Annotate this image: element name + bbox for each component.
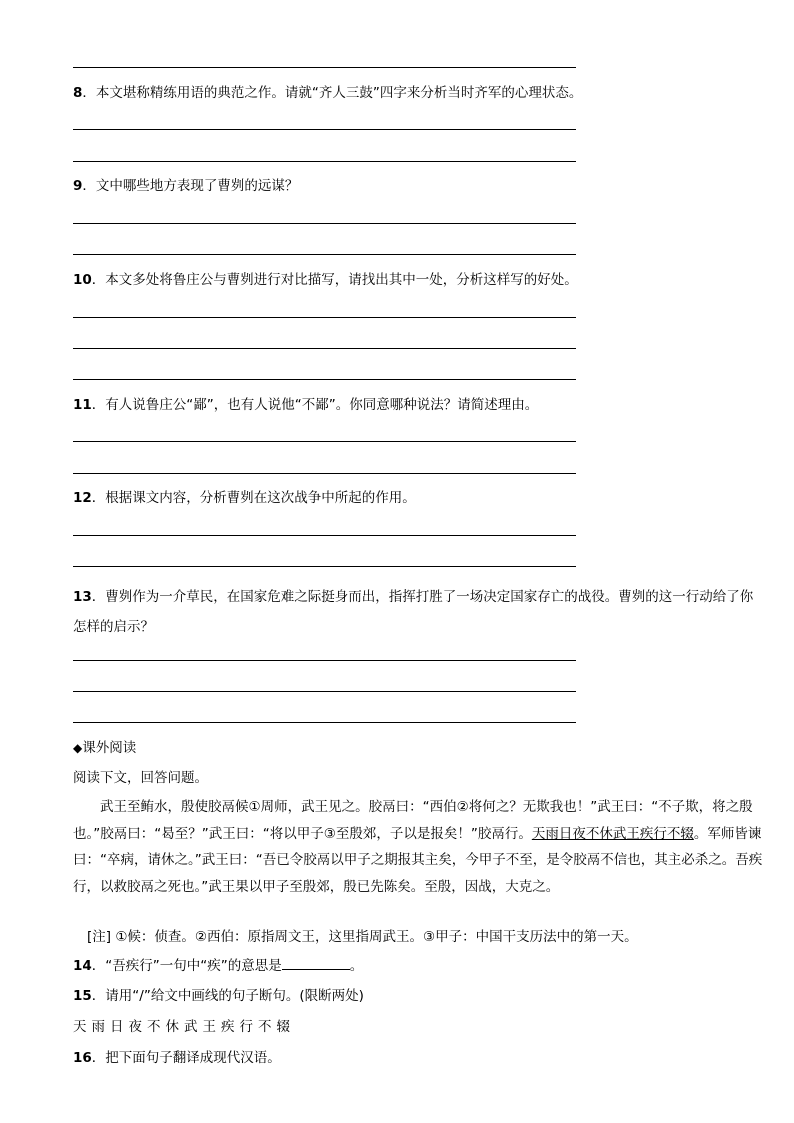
answer-line (73, 161, 576, 162)
question-text: ．曹刿作为一介草民，在国家危难之际挺身而出，指挥打胜了一场决定国家存亡的战役。曹刿的这一行动给了你怎样的启示？ (73, 589, 754, 635)
question-number: 9 (73, 178, 83, 194)
question-text: ．根据课文内容，分析曹刿在这次战争中所起的作用。 (91, 490, 416, 506)
answer-line (73, 223, 576, 224)
answer-line (73, 535, 576, 536)
answer-line (73, 317, 576, 318)
answer-line (73, 379, 576, 380)
question-number: 14 (73, 958, 92, 974)
question-16 (73, 1048, 281, 1068)
question-13 (73, 582, 763, 642)
answer-line (73, 254, 576, 255)
passage-text: 武王至鲔水，殷使胶鬲候①周师，武王见之。胶鬲曰：“西伯②将何之？无欺我也！”武王曰：“不子欺，将之殷也。”胶鬲曰：“曷至？”武王曰：“将以甲子③至殷郊，子以是报矣！”胶鬲行。 (73, 799, 753, 842)
question-text-end: 。 (349, 958, 364, 974)
sentence-to-punctuate: 天雨日夜不休武王疾行不辍 (73, 1019, 295, 1035)
answer-blank[interactable] (282, 955, 350, 970)
question-text: ．把下面句子翻译成现代汉语。 (91, 1050, 281, 1066)
question-11 (73, 395, 538, 415)
question-12 (73, 488, 416, 508)
passage-text: 。军师皆谏曰：“卒病，请休之。”武王曰：“吾已令胶鬲以甲子之期报其主矣，今甲子不至，是令胶鬲不信也，其主必杀之。吾疾行，以救胶鬲之死也。”武王果以甲子至殷郊，殷已先陈矣。至殷，因战，大克之。 (73, 825, 763, 895)
question-number: 11 (73, 397, 92, 413)
question-number: 15 (73, 988, 92, 1004)
question-8 (73, 83, 582, 103)
answer-line (73, 566, 576, 567)
question-text: ．请用“/”给文中画线的句子断句。(限断两处) (91, 988, 364, 1004)
question-number: 13 (73, 589, 92, 605)
section-heading-text: 课外阅读 (82, 740, 137, 756)
answer-line (73, 441, 576, 442)
question-14 (73, 955, 363, 976)
question-text: ．文中哪些地方表现了曹刿的远谋？ (82, 178, 299, 194)
answer-line (73, 691, 576, 692)
answer-line (73, 67, 576, 68)
question-number: 16 (73, 1050, 92, 1066)
answer-line (73, 348, 576, 349)
question-text: ．本文多处将鲁庄公与曹刿进行对比描写，请找出其中一处，分析这样写的好处。 (91, 272, 578, 288)
section-heading (73, 738, 136, 758)
answer-line (73, 129, 576, 130)
question-text: ．有人说鲁庄公“鄙”，也有人说他“不鄙”。你同意哪种说法？请简述理由。 (91, 397, 539, 413)
passage-note: [注] ①候：侦查。②西伯：原指周文王，这里指周武王。③甲子：中国干支历法中的第一天。 (87, 929, 638, 945)
question-number: 12 (73, 490, 92, 506)
question-10 (73, 270, 578, 290)
answer-line (73, 722, 576, 723)
question-text: ．“吾疾行”一句中“疾”的意思是 (91, 958, 282, 974)
question-text: ．本文堪称精练用语的典范之作。请就“齐人三鼓”四字来分析当时齐军的心理状态。 (82, 85, 583, 101)
question-15 (73, 986, 364, 1006)
reading-instruction: 阅读下文，回答问题。 (73, 770, 208, 786)
underlined-sentence: 天雨日夜不休武王疾行不辍 (531, 825, 694, 842)
reading-passage (73, 794, 763, 900)
diamond-icon: ◆ (73, 741, 83, 755)
question-9 (73, 176, 298, 196)
question-number: 8 (73, 85, 83, 101)
question-number: 10 (73, 272, 92, 288)
answer-line (73, 473, 576, 474)
answer-line (73, 660, 576, 661)
